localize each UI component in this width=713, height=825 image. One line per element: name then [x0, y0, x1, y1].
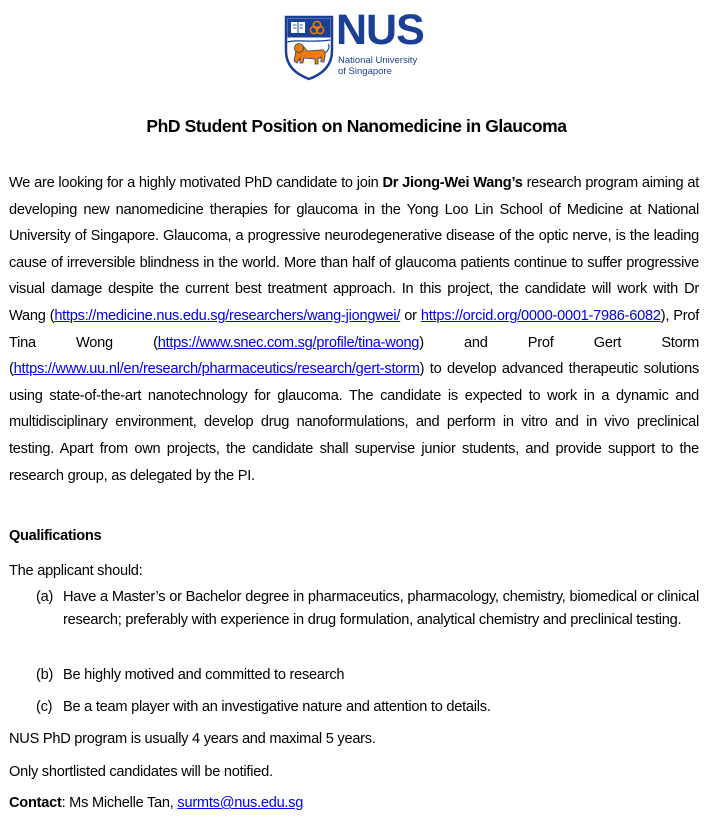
- qualification-text: Be highly motived and committed to research: [63, 667, 345, 683]
- qualification-text: Have a Master’s or Bachelor degree in pharmaceutics, pharmacology, chemistry, biomedical or clinical research; preferably with experience in drug formulation, analytical chemistry and preclinical testing.: [63, 589, 699, 628]
- university-name-line2: of Singapore: [338, 66, 392, 77]
- list-marker: (b): [36, 667, 54, 683]
- page-title: PhD Student Position on Nanomedicine in Glaucoma: [146, 116, 567, 136]
- qualification-text: Be a team player with an investigative nature and attention to details.: [63, 699, 491, 715]
- intro-text: ) and Prof Gert Storm (: [9, 334, 699, 378]
- description-paragraph: [9, 170, 699, 489]
- link-nus-profile[interactable]: https://medicine.nus.edu.sg/researchers/wang-jiongwei/: [54, 307, 401, 324]
- university-name-line1: National University: [338, 55, 418, 66]
- program-duration-note: NUS PhD program is usually 4 years and maximal 5 years.: [9, 731, 376, 747]
- contact-label: Contact: [9, 795, 62, 811]
- intro-text: ), Prof Tina Wong (: [9, 307, 699, 351]
- pi-name: Dr Jiong-Wei Wang’s: [382, 175, 523, 191]
- intro-text: ) to develop advanced therapeutic solutions using state-of-the-art nanotechnology for glaucoma. The candidate is expected to work in a dynamic and multidisciplinary environment, develop drug nanoformulations, and perform in vitro and in vivo preclinical testing. Apart from own projects, the candidate shall supervise junior students, and provide support to the research group, as delegated by the PI.: [9, 361, 699, 484]
- contact-name: : Ms Michelle Tan,: [61, 795, 178, 811]
- link-snec-profile[interactable]: https://www.snec.com.sg/profile/tina-wong: [157, 334, 420, 351]
- contact-line: [9, 795, 303, 811]
- qualification-item: [36, 586, 699, 631]
- qualifications-heading: Qualifications: [9, 528, 102, 544]
- list-marker: (a): [36, 589, 54, 605]
- intro-text: We are looking for a highly motivated PhD candidate to join: [9, 175, 383, 191]
- nus-logo: [284, 6, 434, 85]
- shortlist-note: Only shortlisted candidates will be notified.: [9, 764, 273, 780]
- nus-wordmark: NUS: [336, 6, 424, 54]
- list-marker: (c): [36, 699, 53, 715]
- qualifications-intro: The applicant should:: [9, 563, 143, 579]
- link-uu-profile[interactable]: https://www.uu.nl/en/research/pharmaceutics/research/gert-storm: [13, 361, 420, 378]
- qualification-item: [36, 696, 699, 719]
- qualification-item: [36, 664, 699, 687]
- intro-text: research program aiming at developing new nanomedicine therapies for glaucoma in the Yong Loo Lin School of Medicine at National University of Singapore. Glaucoma, a progressive neurodegenerative disease of the optic nerve, is the leading cause of irreversible blindness in the world. More than half of glaucoma patients continue to suffer progressive visual damage despite the current best treatment approach. In this project, the candidate will work with Dr Wang (: [9, 175, 699, 324]
- link-orcid[interactable]: https://orcid.org/0000-0001-7986-6082: [420, 307, 661, 324]
- nus-crest-icon: [284, 15, 334, 81]
- intro-text: or: [400, 307, 421, 324]
- contact-email-link[interactable]: surmts@nus.edu.sg: [177, 795, 304, 811]
